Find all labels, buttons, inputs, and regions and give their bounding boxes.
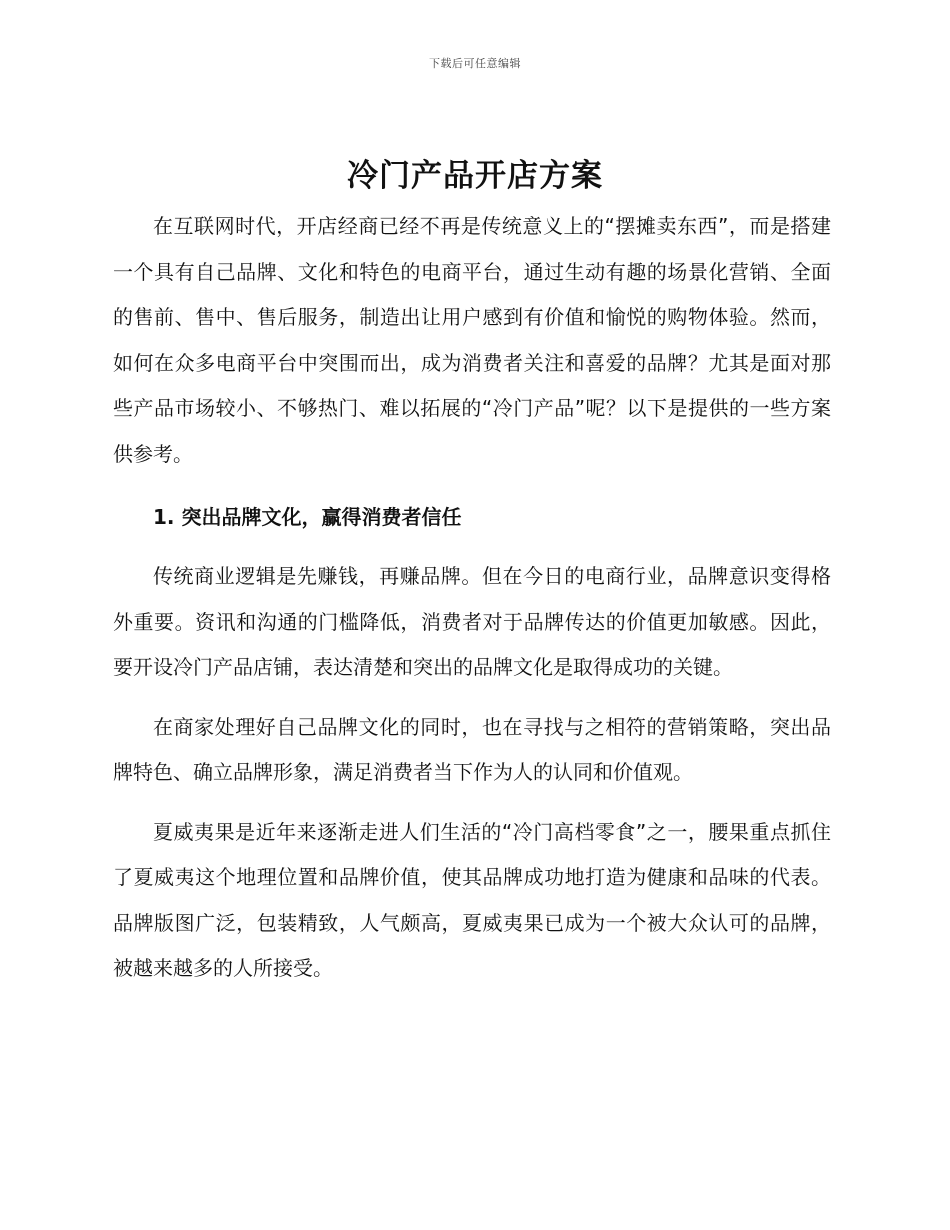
body-paragraph: 夏威夷果是近年来逐渐走进人们生活的“冷门高档零食”之一，腰果重点抓住了夏威夷这个地理位置和品牌价值，使其品牌成功地打造为健康和品味的代表。品牌版图广泛，包装精致，人气颇高，夏威夷果已成为一个被大众认可的品牌，被越来越多的人所接受。 <box>113 819 831 980</box>
body-paragraph: 在商家处理好自己品牌文化的同时，也在寻找与之相符的营销策略，突出品牌特色、确立品牌形象，满足消费者当下作为人的认同和价值观。 <box>113 714 831 784</box>
intro-paragraph: 在互联网时代，开店经商已经不再是传统意义上的“摆摊卖东西”，而是搭建一个具有自己品牌、文化和特色的电商平台，通过生动有趣的场景化营销、全面的售前、售中、售后服务，制造出让用户感到有价值和愉悦的购物体验。然而，如何在众多电商平台中突围而出，成为消费者关注和喜爱的品牌？尤其是面对那些产品市场较小、不够热门、难以拓展的“冷门产品”呢？以下是提供的一些方案供参考。 <box>113 214 831 466</box>
document-body <box>113 204 831 1006</box>
document-title: 冷门产品开店方案 <box>347 158 603 194</box>
body-paragraph: 传统商业逻辑是先赚钱，再赚品牌。但在今日的电商行业，品牌意识变得格外重要。资讯和沟通的门槛降低，消费者对于品牌传达的价值更加敏感。因此，要开设冷门产品店铺，表达清楚和突出的品牌文化是取得成功的关键。 <box>113 564 831 679</box>
header-note: 下载后可任意编辑 <box>429 57 521 70</box>
section-heading: 1. 突出品牌文化，赢得消费者信任 <box>153 505 462 529</box>
